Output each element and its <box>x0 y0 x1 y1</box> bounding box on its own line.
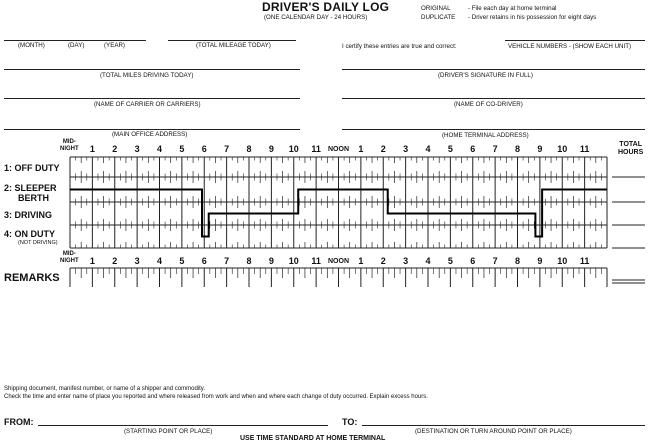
time-standard-note: USE TIME STANDARD AT HOME TERMINAL <box>240 435 386 442</box>
certify-text: I certify these entries are true and correct: <box>342 43 457 50</box>
hour-label: 6 <box>201 256 207 266</box>
hour-label: 7 <box>224 144 230 154</box>
row-driving: 3: DRIVING <box>4 210 53 220</box>
hour-label: 2 <box>112 256 118 266</box>
hour-label: 2 <box>112 144 118 154</box>
total-hours-header: TOTAL HOURS <box>618 141 644 156</box>
hour-label: 1 <box>358 144 364 154</box>
hour-label: 9 <box>537 256 543 266</box>
noon-label: NOON <box>328 258 349 265</box>
shipping-line2: Check the time and enter name of place you reported and where released from work and when and where each change of duty occurred. Explain excess hours. <box>4 394 428 400</box>
hour-label: 1 <box>89 144 95 154</box>
hour-label: 11 <box>311 144 321 154</box>
from-label: FROM: <box>4 417 34 427</box>
hour-label: 2 <box>380 256 386 266</box>
to-label: TO: <box>342 417 358 427</box>
hour-label: 11 <box>579 144 590 154</box>
row-sleeper-berth: 2: SLEEPER BERTH <box>4 183 57 203</box>
hour-label: 3 <box>134 256 140 266</box>
hour-label: 6 <box>201 144 207 154</box>
hour-label: 10 <box>288 144 299 154</box>
hour-label: 8 <box>246 144 252 154</box>
hour-label: 8 <box>246 256 252 266</box>
driver-signature-label: (DRIVER'S SIGNATURE IN FULL) <box>438 72 533 79</box>
month-label: (MONTH) <box>18 42 45 49</box>
row-on-duty: 4: ON DUTY <box>4 229 56 239</box>
vehicle-numbers-label: VEHICLE NUMBERS - (SHOW EACH UNIT) <box>508 43 632 50</box>
original-label: ORIGINAL <box>421 5 451 12</box>
duplicate-label: DUPLICATE <box>421 14 456 21</box>
log-subtitle: (ONE CALENDAR DAY - 24 HOURS) <box>264 14 368 21</box>
duplicate-text: - Driver retains in his possession for eight days <box>468 14 597 21</box>
hour-label: 11 <box>579 256 590 266</box>
remarks-label: REMARKS <box>4 272 60 284</box>
hour-label: 4 <box>425 256 431 266</box>
hour-label: 10 <box>557 144 568 154</box>
co-driver-label: (NAME OF CO-DRIVER) <box>454 101 523 108</box>
hour-label: 10 <box>288 256 299 266</box>
carrier-label: (NAME OF CARRIER OR CARRIERS) <box>94 101 201 108</box>
hour-label: 6 <box>470 256 476 266</box>
hour-label: 8 <box>514 256 520 266</box>
hour-label: 11 <box>311 256 321 266</box>
total-mileage-label: (TOTAL MILEAGE TODAY) <box>196 42 271 49</box>
shipping-line1: Shipping document, manifest number, or name of a shipper and commodity. <box>4 386 205 392</box>
destination-label: (DESTINATION OR TURN AROUND POINT OR PLACE) <box>415 428 572 435</box>
hour-label: 1 <box>358 256 364 266</box>
starting-point-label: (STARTING POINT OR PLACE) <box>124 428 213 435</box>
midnight-label-top: MID- NIGHT <box>60 139 79 152</box>
hour-label: 4 <box>156 144 162 154</box>
row-on-duty-sub: (NOT DRIVING) <box>18 240 58 246</box>
hour-label: 5 <box>179 256 185 266</box>
hour-label: 2 <box>380 144 386 154</box>
to-line[interactable] <box>362 425 645 426</box>
hour-label: 9 <box>268 256 274 266</box>
midnight-label-bottom: MID- NIGHT <box>60 251 79 264</box>
hour-label: 6 <box>470 144 476 154</box>
hour-label: 4 <box>425 144 431 154</box>
hour-label: 3 <box>403 144 409 154</box>
hour-label: 4 <box>156 256 162 266</box>
row-off-duty: 1: OFF DUTY <box>4 163 60 173</box>
hour-label: 5 <box>447 256 453 266</box>
from-line[interactable] <box>38 425 328 426</box>
home-terminal-label: (HOME TERMINAL ADDRESS) <box>442 132 529 139</box>
day-label: (DAY) <box>68 42 85 49</box>
hour-label: 10 <box>557 256 568 266</box>
total-miles-driving-label: (TOTAL MILES DRIVING TODAY) <box>100 72 194 79</box>
hour-label: 7 <box>224 256 230 266</box>
hour-label: 3 <box>134 144 140 154</box>
main-office-label: (MAIN OFFICE ADDRESS) <box>112 131 188 138</box>
hour-label: 7 <box>492 256 498 266</box>
original-text: - File each day at home terminal <box>468 5 557 12</box>
hour-label: 3 <box>403 256 409 266</box>
noon-label: NOON <box>328 146 349 153</box>
year-label: (YEAR) <box>104 42 125 49</box>
hour-label: 8 <box>514 144 520 154</box>
hour-label: 9 <box>537 144 543 154</box>
hour-label: 9 <box>268 144 274 154</box>
hour-label: 5 <box>447 144 453 154</box>
log-title: DRIVER'S DAILY LOG <box>262 0 390 14</box>
hour-label: 7 <box>492 144 498 154</box>
hour-label: 1 <box>89 256 95 266</box>
hour-label: 5 <box>179 144 185 154</box>
